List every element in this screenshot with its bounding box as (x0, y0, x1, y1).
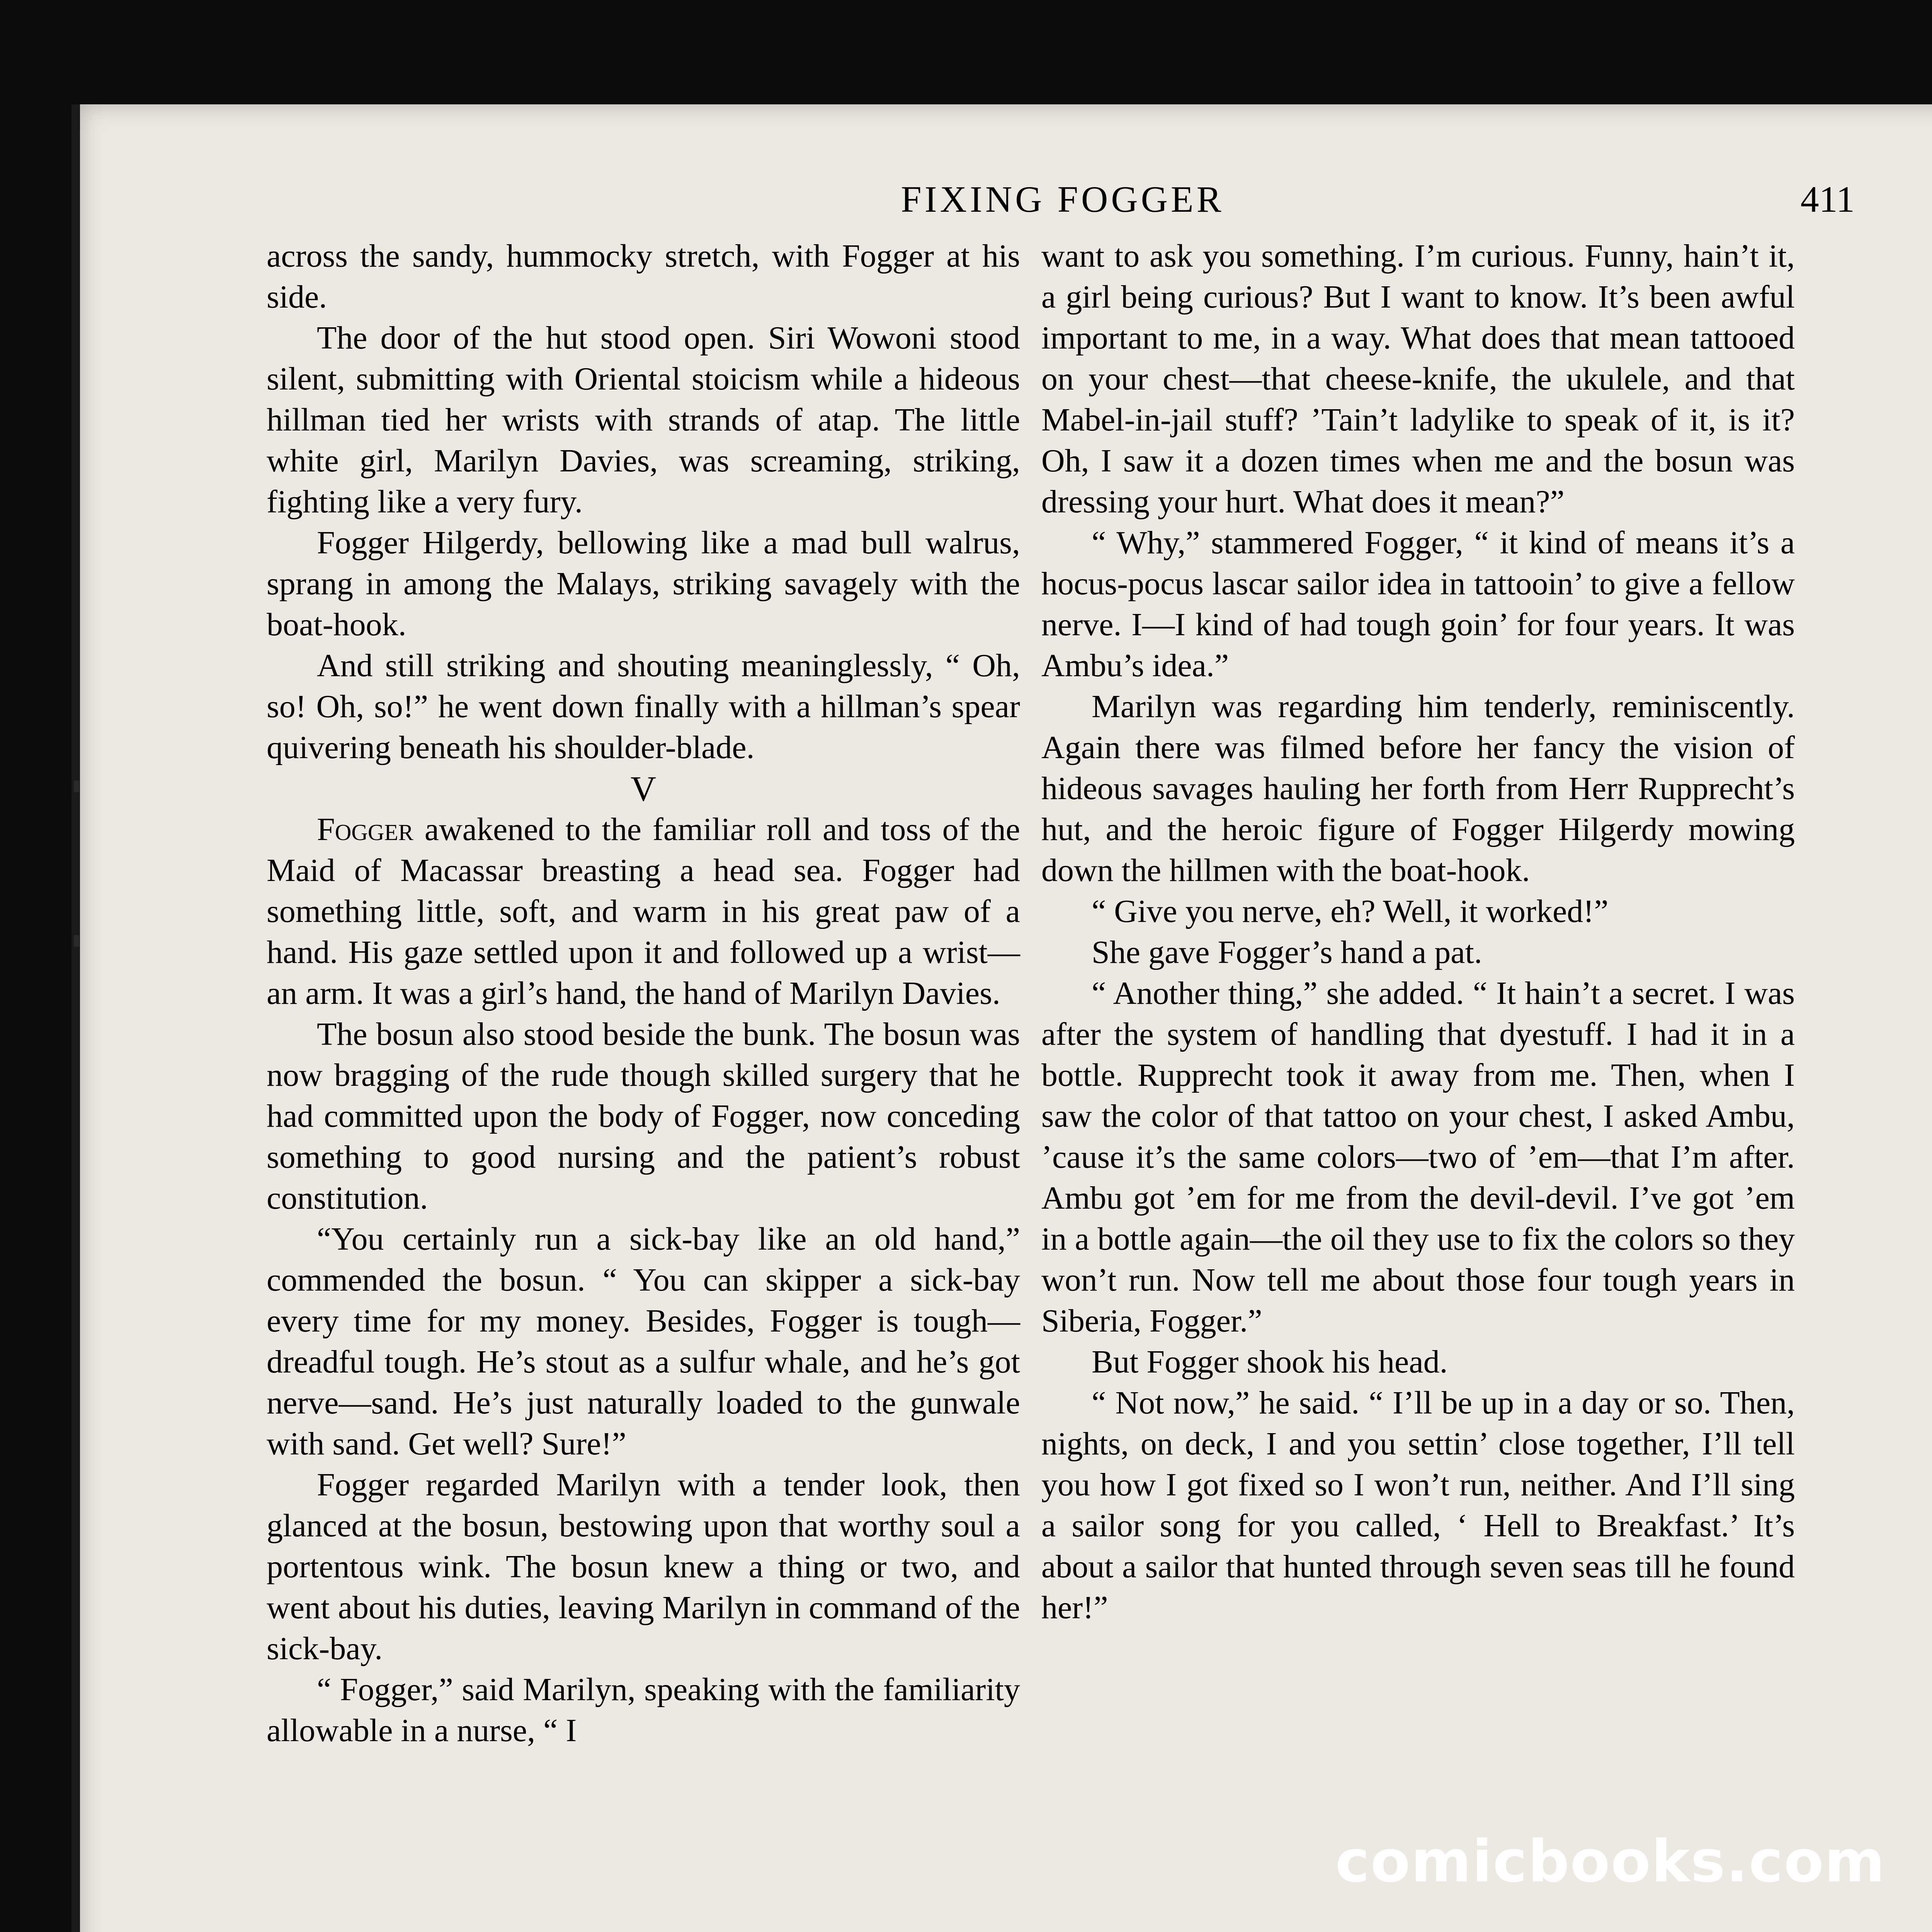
gutter-speck (74, 935, 79, 947)
paragraph: “ Not now,” he said. “ I’ll be up in a day or so. Then, nights, on deck, I and you settin’ close together, I’ll tell you how I got fixed so I won’t run, neither. And I’ll sing a sailor song for you called, ‘ Hell to Breakfast.’ It’s about a sailor that hunted through seven seas till he found her!” (1041, 1385, 1795, 1626)
paragraph (267, 809, 1020, 1014)
paragraph: “You certainly run a sick-bay like an old hand,” commended the bosun. “ You can skipper a sick-bay every time for my money. Besides, Fogger is tough—dreadful tough. He’s stout as a sulfur whale, and he’s got nerve—sand. He’s just naturally loaded to the gunwale with sand. Get well? Sure!” (267, 1221, 1020, 1462)
paragraph: “ Why,” stammered Fogger, “ it kind of means it’s a hocus-pocus lascar sailor idea in tattooin’ to give a fellow nerve. I—I kind of had tough goin’ for four years. It was Ambu’s idea.” (1041, 525, 1795, 684)
paragraph: “ Fogger,” said Marilyn, speaking with the familiarity allowable in a nurse, “ I (267, 1672, 1020, 1748)
site-watermark: comicbooks.com (1335, 1828, 1886, 1895)
paragraph: The bosun also stood beside the bunk. The bosun was now bragging of the rude though skilled surgery that he had committed upon the body of Fogger, now conceding something to good nursing and the patient’s robust constitution. (267, 1016, 1020, 1216)
left-column (267, 236, 1020, 1751)
paragraph: And still striking and shouting meaninglessly, “ Oh, so! Oh, so!” he went down finally with a hillman’s spear quivering beneath his shoulder-blade. (267, 648, 1020, 765)
paragraph: Marilyn was regarding him tenderly, reminiscently. Again there was filmed before her fancy the vision of hideous savages hauling her forth from Herr Rupprecht’s hut, and the heroic figure of Fogger Hilgerdy mowing down the hillmen with the boat-hook. (1041, 689, 1795, 888)
page-header (270, 178, 1855, 228)
gutter-speck (74, 781, 79, 792)
paragraph: across the sandy, hummocky stretch, with Fogger at his side. (267, 238, 1020, 315)
paragraph: The door of the hut stood open. Siri Wowoni stood silent, submitting with Oriental stoicism while a hideous hillman tied her wrists with strands of atap. The little white girl, Marilyn Davies, was screaming, striking, fighting like a very fury. (267, 320, 1020, 520)
section-number: V (630, 769, 656, 808)
paragraph: Fogger Hilgerdy, bellowing like a mad bull walrus, sprang in among the Malays, striking savagely with the boat-hook. (267, 525, 1020, 643)
page-number: 411 (1800, 179, 1855, 220)
paragraph: But Fogger shook his head. (1092, 1344, 1448, 1380)
running-head: FIXING FOGGER (901, 179, 1225, 220)
paragraph: She gave Fogger’s hand a pat. (1092, 934, 1482, 970)
paragraph: want to ask you something. I’m curious. Funny, hain’t it, a girl being curious? But I want to know. It’s been awful important to me, in a way. What does that mean tattooed on your chest—that cheese-knife, the ukulele, and that Mabel-in-jail stuff? ’Tain’t ladylike to speak of it, is it? Oh, I saw it a dozen times when me and the bosun was dressing your hurt. What does it mean?” (1041, 238, 1795, 520)
paragraph: “ Give you nerve, eh? Well, it worked!” (1092, 893, 1609, 929)
paragraph: “ Another thing,” she added. “ It hain’t a secret. I was after the system of handling that dyestuff. I had it in a bottle. Rupprecht took it away from me. Then, when I saw the color of that tattoo on your chest, I asked Ambu, ’cause it’s the same colors—two of ’em—that I’m after. Ambu got ’em for me from the devil-devil. I’ve got ’em in a bottle again—the oil they use to fix the colors so they won’t run. Now tell me about those four tough years in Siberia, Fogger.” (1041, 975, 1795, 1339)
paragraph: Fogger regarded Marilyn with a tender look, then glanced at the bosun, bestowing upon that worthy soul a portentous wink. The bosun knew a thing or two, and went about his duties, leaving Marilyn in command of the sick-bay. (267, 1467, 1020, 1667)
paragraph-text: awakened to the familiar roll and toss of the Maid of Macassar breasting a head sea. Fogger had something little, soft, and warm in his great paw of a hand. His gaze settled upon it and followed up a wrist—an arm. It was a girl’s hand, the hand of Marilyn Davies. (267, 811, 1020, 1011)
paragraph-lead-word: Fogger (317, 811, 413, 847)
right-column (1041, 236, 1795, 1628)
